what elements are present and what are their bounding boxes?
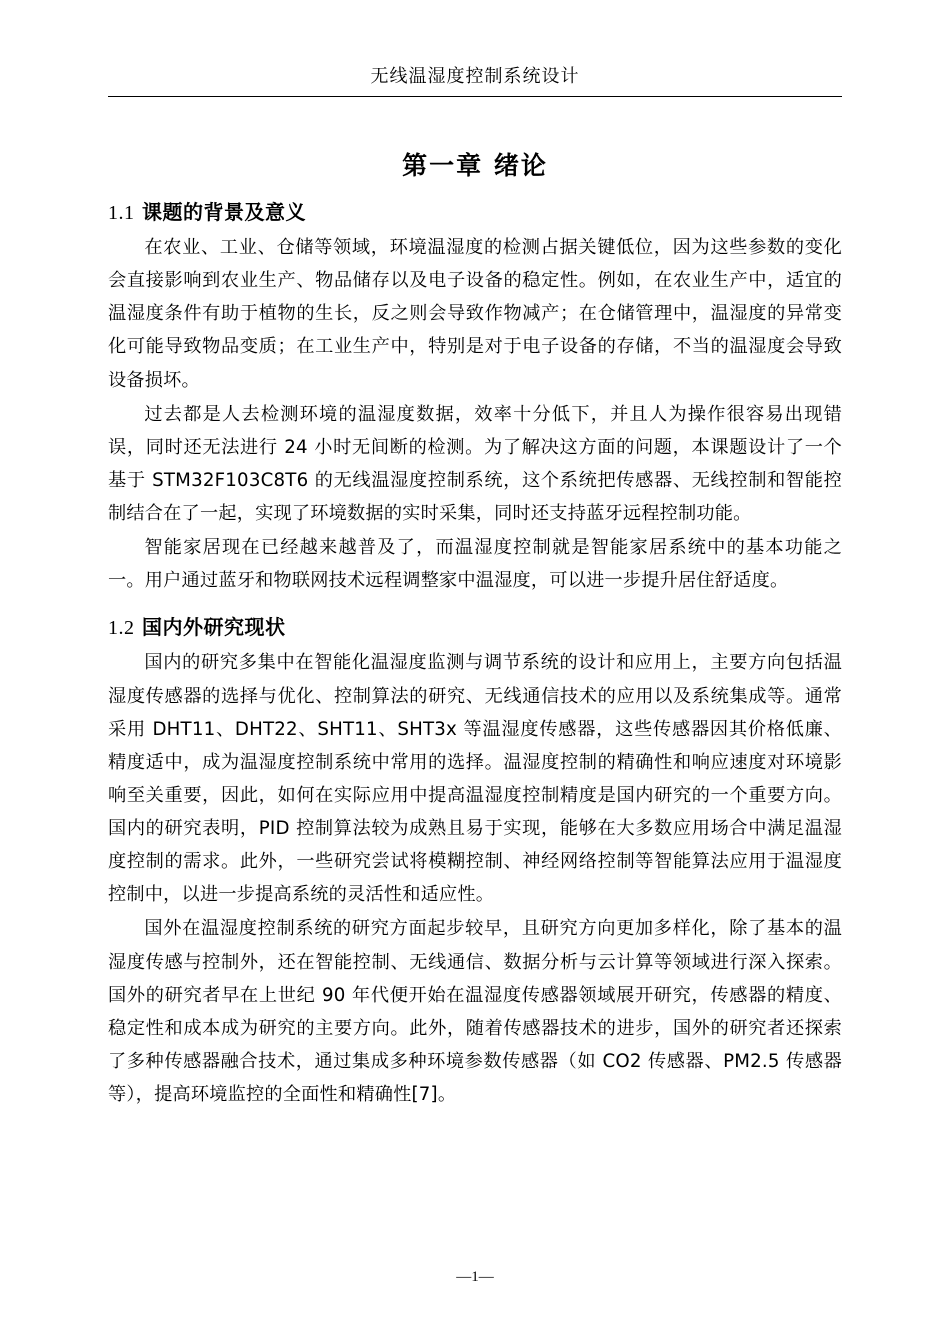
section-number: 1.2: [108, 617, 135, 640]
document-content: [108, 128, 842, 1112]
page-header-title: 无线温湿度控制系统设计: [370, 66, 580, 87]
paragraph: 在农业、工业、仓储等领域，环境温湿度的检测占据关键低位，因为这些参数的变化会直接影响到农业生产、物品储存以及电子设备的稳定性。例如，在农业生产中，适宜的温湿度条件有助于植物的生长，反之则会导致作物减产；在仓储管理中，温湿度的异常变化可能导致物品变质；在工业生产中，特别是对于电子设备的存储，不当的温湿度会导致设备损坏。: [108, 237, 842, 391]
paragraph: 国内的研究多集中在智能化温湿度监测与调节系统的设计和应用上，主要方向包括温湿度传感器的选择与优化、控制算法的研究、无线通信技术的应用以及系统集成等。通常采用 DHT11、DHT22、SHT11、SHT3x 等温湿度传感器，这些传感器因其价格低廉、精度适中，成为温湿度控制系统中常用的选择。温湿度控制的精确性和响应速度对环境影响至关重要，因此，如何在实际应用中提高温湿度控制精度是国内研究的一个重要方向。国内的研究表明，PID 控制算法较为成熟且易于实现，能够在大多数应用场合中满足温湿度控制的需求。此外，一些研究尝试将模糊控制、神经网络控制等智能算法应用于温湿度控制中，以进一步提高系统的灵活性和适应性。: [108, 652, 842, 906]
section-title-text: 国内外研究现状: [141, 615, 286, 640]
chapter-title: 第一章 绪论: [402, 151, 548, 180]
section-title-text: 课题的背景及意义: [141, 200, 306, 224]
page-number: —1—: [456, 1269, 494, 1285]
paragraph: 智能家居现在已经越来越普及了，而温湿度控制就是智能家居系统中的基本功能之一。用户通过蓝牙和物联网技术远程调整家中温湿度，可以进一步提升居住舒适度。: [108, 537, 842, 592]
header-divider: [108, 96, 842, 97]
section-number: 1.1: [108, 202, 135, 224]
section-heading-1-1: [108, 196, 842, 225]
paragraph: 国外在温湿度控制系统的研究方面起步较早，且研究方向更加多样化，除了基本的温湿度传感与控制外，还在智能控制、无线通信、数据分析与云计算等领域进行深入探索。国外的研究者早在上世纪 90 年代便开始在温湿度传感器领域展开研究，传感器的精度、稳定性和成本成为研究的主要方向。此外，随着传感器技术的进步，国外的研究者还探索了多种传感器融合技术，通过集成多种环境参数传感器（如 CO2 传感器、PM2.5 传感器等），提高环境监控的全面性和精确性[7]。: [108, 918, 842, 1105]
paragraph: 过去都是人去检测环境的温湿度数据，效率十分低下，并且人为操作很容易出现错误，同时还无法进行 24 小时无间断的检测。为了解决这方面的问题，本课题设计了一个基于 STM32F103C8T6 的无线温湿度控制系统，这个系统把传感器、无线控制和智能控制结合在了一起，实现了环境数据的实时采集，同时还支持蓝牙远程控制功能。: [108, 403, 842, 524]
section-heading-1-2: [108, 611, 842, 640]
